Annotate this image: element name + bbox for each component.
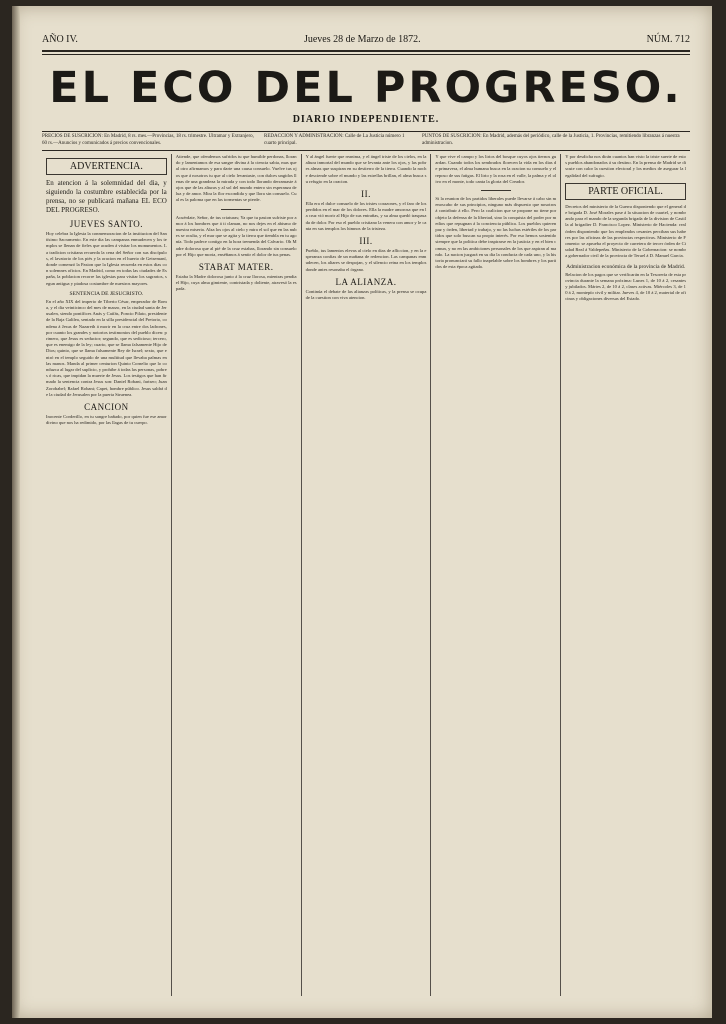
poem-text: Inocente Corderillo, en tu sangre bañado, por quien fue ese amor divino que nos ha redimido, por las llagas de tu cuerpo. (46, 414, 167, 426)
article-text: Decretos del ministerio de la Guerra disponiendo que el general de brigada D. José Morales pase á la situacion de cuartel, y nombrando para el mando de la segunda brigada de la division de Castilla al brigadier D. Francisco Lopez. Ministerio de Hacienda: real órden disponiendo que los empleados cesantes perciban sus haberes por las oficinas de las provincias respectivas. Ministerio de Fomento: se aprueba el proyecto de carretera de tercer órden de Ciudad Real á Valdepeñas. Ministerio de la Gobernacion: se nombra gobernador civil de la provincia de Teruel á D. Manuel Garcia. (565, 203, 686, 259)
header-rule (42, 50, 690, 52)
heading-cancion: CANCION (84, 402, 129, 413)
column-5 (560, 154, 690, 996)
section-number: III. (359, 236, 373, 247)
poem-text: Ella era el dulce consuelo de los tristes corazones, y el faro de los perdidos en el mar de los dolores. Ella la madre amorosa que en la cruz vió morir al Hijo de sus entrañas, y su alma quedó traspasada de dolor. Por eso el pueblo cristiano la venera con amor y le canta en sus templos los himnos de la tristeza. (305, 201, 427, 231)
poem-text: Atiende, que ofendemos sufridos tu que humilde perdonas, llorando y lamentamos de esa sangre divina á la ciencia sabia, mas que al otro afirmamos y para darte una causa consuelo. Vuelve tus ojos que á nosotros tu que al cielo levantaste, con dulces ungidos llenas de una grandeza la mirada y con todo llorando derramaste á ojos que de las alturas y al sol del mundo entero sin esperanza de luz y de amor. Mira la flor escondida y que llora sin consuelo. Cual es la paloma que en las tormentas se pierde. (175, 154, 297, 203)
book-spine (12, 6, 20, 1018)
subscription-points: PUNTOS DE SUSCRICION: En Madrid, además del periódico, calle de la Justicia, 1. Provincias, remitiendo libranzas á nuestra administracion. (422, 134, 680, 146)
article-text: Relacion de los pagos que se verificarán en la Tesorería de esta provincia durante la semana próxima: Lunes 1, de 10 á 2, cesantes y jubilados. Mártes 2, de 10 á 2, clases activas. Miércoles 3, de 10 á 2, montepío civil y militar. Jueves 4, de 10 á 2, material de oficinas y obligaciones diversas del Estado. (565, 271, 686, 302)
poem-text: Estaba la Madre dolorosa junto á la cruz llorosa, mientras pendia el Hijo, cuya alma gimiente, contristada y doliente, atravesó la espada. (175, 274, 297, 292)
column-4 (430, 154, 560, 996)
article-text: Continúa el debate de las alianzas políticas, y la prensa se ocupa de la cuestion con viva atencion. (305, 288, 427, 301)
article-text: Y por desdicha nos dirán cuantos han visto la triste suerte de estos pueblos abandonados á su destino. En la prensa de Madrid se discute con calor la cuestion electoral y los medios de asegurar la legalidad del sufragio. (565, 154, 686, 178)
newspaper-page (12, 6, 712, 1018)
heading-stabat-mater: STABAT MATER. (198, 262, 274, 273)
heading-jueves-santo: JUEVES SANTO. (69, 219, 144, 229)
article-text: Hoy celebra la Iglesia la conmemoracion de la institucion del Santísimo Sacramento. En este dia las campanas enmudecen y los templos se llenan de fieles que acuden á visitar los monumentos. La tradicion cristiana recuerda la cena del Señor con sus discípulos, el lavatorio de los piés y la oracion en el huerto de Getsemaní, donde comenzó la Pasion que la Iglesia recuerda en estos dias con solemnes oficios. En Madrid, como en todas las ciudades de España, la poblacion recorre las iglesias para visitar los sagrarios, segun antigua y piadosa costumbre de nuestros mayores. (46, 231, 167, 286)
column-2 (171, 154, 301, 996)
columns (42, 154, 690, 996)
heading-parte-oficial: PARTE OFICIAL. (565, 183, 686, 200)
issue-number: NÚM. 712 (646, 34, 690, 45)
masthead-title: EL ECO DEL PROGRESO. (49, 63, 683, 113)
section-number: II. (361, 189, 371, 200)
column-1 (42, 154, 171, 996)
header-rule-thin (42, 54, 690, 55)
article-text: En el año XIX del imperio de Tiberio César, emperador de Roma, y el dia veinticinco del mes de marzo, en la ciudad santa de Jerusalen, siendo pontífices Anás y Caifás, Poncio Pilato, presidente de la Baja Galilea, sentado en la silla presidencial del Pretorio, condena á Jesus de Nazareth á morir en la cruz entre dos ladrones, por cuanto los grandes y notorios testimonios del pueblo dicen: primero, que Jesus es seductor; segundo, que es sedicioso; tercero, que es enemigo de la ley; cuarto, que se llama falsamente Hijo de Dios; quinto, que se llama falsamente Rey de Israel; sexto, que entró en el templo seguido de una multitud que llevaba palmas en las manos. Manda al primer centurion Quinto Cornelio que lo conduzca al lugar del suplicio, y prohibe á todas las personas, pobres ó ricas, que impidan la muerte de Jesus. Los testigos que han firmado la sentencia contra Jesus son: Daniel Robani, fariseo; Juan Zorobabel; Rafael Robani; Capet, hombre público. Jesus saldrá de la ciudad de Jerusalen por la puerta Struenea. (46, 298, 167, 397)
poem-text: Y al ángel fuerte que reanima, y el ángel triste de los cielos, en la altura inmortal del mundo que se levanta ante los ojos, y las pobres almas que suspiran en su destierro de la tierra. Cuando la noche desciende sobre el mundo y las estrellas brillan, el alma busca su refugio en la oracion. (305, 154, 427, 184)
article-text: Si la reunion de los partidos liberales puede llevarse á cabo sin menoscabo de sus principios, ninguno más dispuesto que nosotros á contribuir á ello. Pero la coalicion que se propone no tiene por objeto la defensa de la libertad, sino la conquista del poder por medios que repugnan á la conciencia pública. Los pueblos quieren paz y órden, libertad y trabajo, y no las luchas estériles de los partidos que solo buscan su propio interés. Por eso hemos sostenido siempre que la politica debe inspirarse en la justicia y en el bien comun, y no en las ambiciones personales de los que aspiran al mando. La nacion juzgará en su dia la conducta de cada uno, y la historia pronunciará su fallo inapelable sobre los hombres y los partidos de esta época agitada. (435, 196, 557, 270)
year-label: AÑO IV. (42, 34, 78, 45)
heading-sentencia: SENTENCIA DE JESUCRISTO. (69, 290, 144, 297)
advert-title: ADVERTENCIA. (46, 158, 167, 175)
article-text: Y que vive el campo y los lirios del bosque cuyos ojos tiernos guardan. Cuando todos los sembrados florecen la vida en los dias de primavera, el alma humana busca en la oracion su consuelo y el reposo de sus fatigas. El lirio y la rosa en el valle, la palma y el olivo en el monte, todo canta la gloria del Creador. (435, 154, 557, 184)
info-rule-top (42, 131, 690, 132)
poem-text: Acuérdate, Señor, de tus criaturas; Ya que tu pasion sufriste por amor á los hombres que á ti claman, no nos dejes en el abismo de nuestra miseria. Alza los ojos al cielo y mira el sol que en las nubes se oculta, y el mar que se agita y la tierra que tiembla en tu agonía. Todo padece contigo en la hora tremenda del Calvario. Oh Madre dolorosa que al pié de la cruz estabas, llorando sin consuelo por el Hijo que moria, enséñanos á sentir el dolor de tus penas. (175, 214, 297, 257)
office-info: REDACCION Y ADMINISTRACION: Calle de La Justicia número 1 cuarto principal. (264, 134, 405, 146)
separator (481, 190, 511, 191)
info-rule-bottom (42, 150, 690, 151)
separator (221, 209, 251, 210)
header-line (42, 34, 690, 45)
heading-la-alianza: LA ALIANZA. (335, 276, 397, 287)
poem-text: Pueblo, tus lamentos elevas al cielo en dias de afliccion, y en la esperanza confias de un mañana de redencion. Las campanas enmudecen, los altares se despojan, y el silencio reina en los templos donde antes resonaba el órgano. (305, 248, 427, 272)
advert-text: En atencion á la solemnidad del dia, y siguiendo la costumbre establecida por la prensa, no se publicará mañana EL ECO DEL PROGRESO. (46, 179, 167, 214)
masthead-subtitle: DIARIO INDEPENDIENTE. (292, 114, 440, 125)
date-label: Jueves 28 de Marzo de 1872. (303, 34, 421, 45)
column-3 (301, 154, 431, 996)
subscription-info: PRECIOS DE SUSCRICION: En Madrid, 8 rs. mes.—Provincias, 18 rs. trimestre. Ultramar y Extranjero, 60 rs.—Anuncios y comunicados á precios convencionales. (42, 134, 254, 146)
heading-administracion: Administracion económica de la provincia de Madrid. (566, 263, 686, 270)
